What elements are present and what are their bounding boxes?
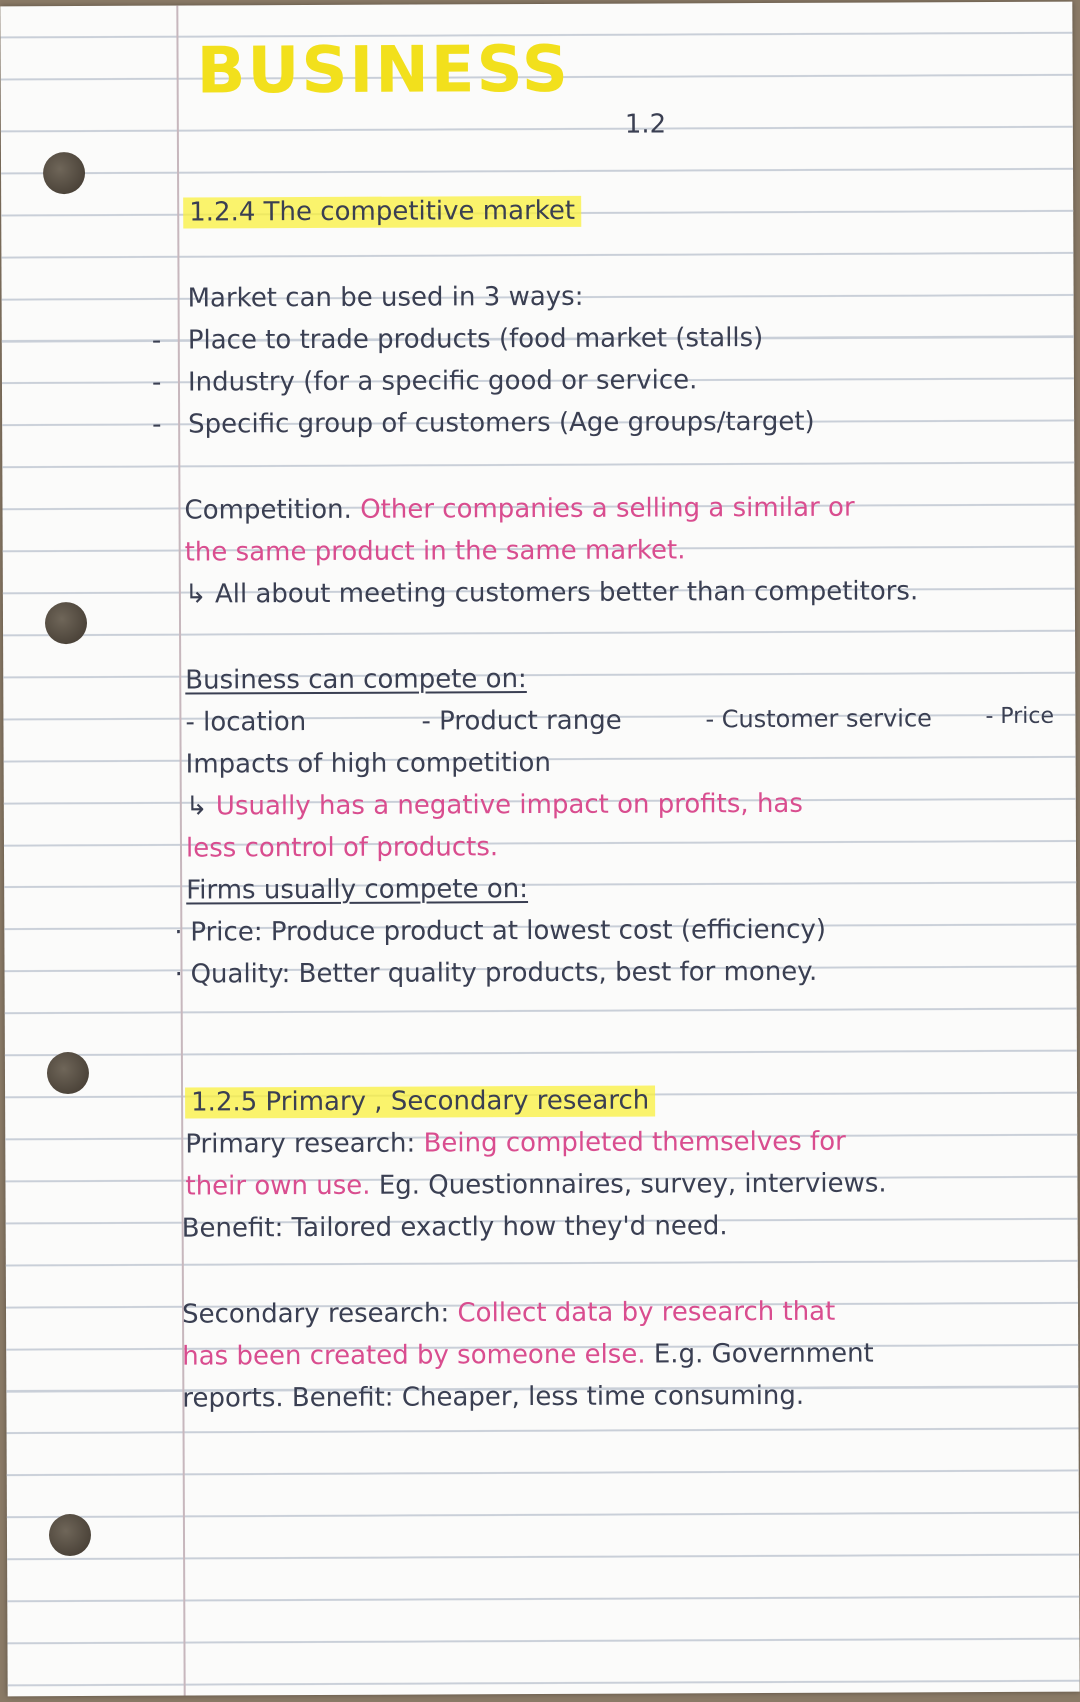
arrow-icon: ↳ <box>184 579 216 610</box>
punch-hole <box>45 602 87 644</box>
punch-hole <box>47 1052 89 1094</box>
competition-definition-1: Other companies a selling a similar or <box>360 492 855 525</box>
secondary-term: Secondary research: <box>181 1298 450 1330</box>
primary-line-1 <box>185 1127 846 1161</box>
secondary-definition-1: Collect data by research that <box>457 1296 836 1329</box>
impacts-text-1: Usually has a negative impact on profits, has <box>215 788 803 822</box>
impacts-line-1 <box>186 789 803 823</box>
compete-on-heading: Business can compete on: <box>185 664 527 696</box>
bullet-dot: · <box>174 959 183 990</box>
competition-note: All about meeting customers better than competitors. <box>214 576 919 610</box>
firms-item-2: Quality: Better quality products, best for money. <box>190 956 818 990</box>
page-title: BUSINESS <box>196 32 571 109</box>
compete-on-item-2: - Product range <box>421 705 622 737</box>
secondary-line-2 <box>182 1339 874 1373</box>
punch-hole <box>43 152 85 194</box>
impacts-heading: Impacts of high competition <box>185 747 551 780</box>
bullet-dash: - <box>152 409 162 440</box>
bullet-dash: - <box>151 367 162 398</box>
margin-line <box>176 6 185 1696</box>
arrow-icon: ↳ <box>185 791 216 822</box>
competition-note-line <box>185 576 918 610</box>
bullet-dot: · <box>174 917 183 948</box>
secondary-line-1 <box>182 1297 835 1331</box>
primary-definition-1: Being completed themselves for <box>423 1126 846 1159</box>
market-way-1: Place to trade products (food market (stalls) <box>187 323 764 356</box>
punch-hole <box>49 1514 91 1556</box>
compete-on-item-4: - Price <box>985 703 1055 730</box>
secondary-definition-2: has been created by someone else. <box>182 1339 646 1372</box>
firms-item-1: Price: Produce product at lowest cost (efficiency) <box>190 914 827 948</box>
firms-heading: Firms usually compete on: <box>186 874 529 906</box>
primary-line-2 <box>185 1168 886 1202</box>
market-way-3: Specific group of customers (Age groups/target) <box>188 406 815 440</box>
page-subtitle: 1.2 <box>624 109 667 140</box>
market-way-2: Industry (for a specific good or service. <box>187 365 698 398</box>
primary-definition-2: their own use. <box>185 1170 371 1202</box>
secondary-benefit: reports. Benefit: Cheaper, less time consuming. <box>182 1380 805 1414</box>
impacts-text-2: less control of products. <box>185 832 499 864</box>
section-heading-124: 1.2.4 The competitive market <box>183 196 581 229</box>
secondary-example: E.g. Government <box>653 1338 874 1370</box>
primary-example: Eg. Questionnaires, survey, interviews. <box>378 1168 887 1201</box>
notebook-page <box>0 2 1079 1697</box>
compete-on-item-1: - location <box>185 707 307 738</box>
market-intro: Market can be used in 3 ways: <box>187 281 584 314</box>
primary-benefit: Benefit: Tailored exactly how they'd need. <box>181 1211 728 1244</box>
competition-term: Competition. <box>184 494 352 526</box>
competition-line-1 <box>184 493 854 527</box>
bullet-dash: - <box>151 325 162 356</box>
primary-term: Primary research: <box>185 1128 416 1160</box>
competition-definition-2: the same product in the same market. <box>184 535 686 568</box>
section-heading-125: 1.2.5 Primary , Secondary research <box>185 1085 655 1118</box>
compete-on-item-3: - Customer service <box>705 704 932 734</box>
